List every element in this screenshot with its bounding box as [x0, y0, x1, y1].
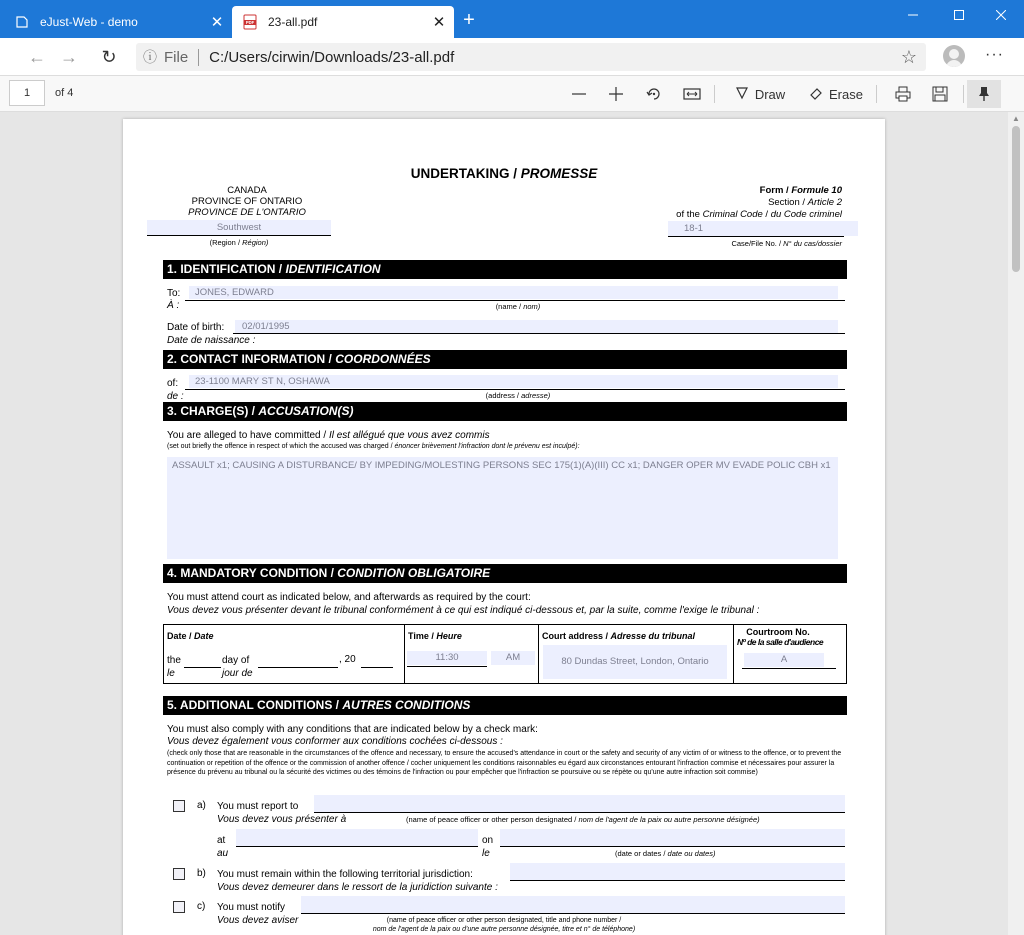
condition-c-text-fr: Vous devez aviser — [217, 915, 299, 926]
setout-hint-fr: énoncer brièvement l'infraction dont le prévenu est inculpé): — [394, 443, 580, 450]
dob-label-en: Date of birth: — [167, 322, 225, 333]
month-field[interactable] — [258, 667, 338, 668]
time-header-en: Time / — [408, 631, 434, 641]
form-title — [123, 166, 885, 181]
condition-c-letter: c) — [197, 901, 206, 912]
case-number-line — [668, 236, 844, 237]
name-line — [185, 300, 845, 301]
section-charges-header — [163, 402, 847, 421]
vertical-scrollbar[interactable] — [1008, 112, 1024, 935]
on-label-en: on — [482, 835, 494, 846]
info-icon[interactable]: ⓘ — [143, 49, 157, 65]
attend-text — [167, 591, 759, 617]
dates-hint-en: (date or dates / — [615, 849, 666, 858]
more-menu-button[interactable]: ··· — [985, 46, 1004, 63]
form-title-fr: PROMESSE — [520, 166, 598, 181]
back-button[interactable] — [24, 45, 50, 69]
condition-b-text — [217, 868, 498, 894]
form-number-block — [676, 185, 842, 221]
report-to-hint — [406, 815, 760, 824]
erase-label: Erase — [829, 86, 863, 102]
report-to-hint-en: (name of peace officer or other person designated / — [406, 815, 577, 824]
dob-line — [233, 333, 845, 334]
arrow-right-icon: → — [60, 46, 78, 67]
of-label-en: of: — [167, 378, 179, 389]
the-label-fr: le — [167, 668, 175, 679]
year-prefix: , 20 — [339, 654, 356, 665]
toolbar-divider — [714, 85, 715, 103]
alleged-text-en: You are alleged to have committed / — [167, 430, 327, 441]
section-label-fr: Article 2 — [807, 197, 842, 208]
region-caption-en: (Region / — [209, 238, 241, 247]
attend-text-fr: Vous devez vous présenter devant le tribunal conformément à ce qui est indiqué ci-dessous et, par la suite, comme l'exige le tribunal : — [167, 605, 760, 616]
draw-pen-icon — [735, 86, 749, 103]
section-1-title-fr: IDENTIFICATION — [285, 262, 381, 276]
edge-page-icon — [14, 14, 30, 30]
condition-c-text-en: You must notify — [217, 902, 286, 913]
court-header-en: Court address / — [542, 631, 609, 641]
report-dates-hint — [615, 849, 716, 858]
report-to-hint-fr: nom de l'agent de la paix ou autre personne désignée) — [578, 815, 760, 824]
courtroom-header-fr: Nº de la salle d'audience — [737, 637, 824, 647]
form-title-en: UNDERTAKING / — [410, 166, 517, 181]
code-label-of: of the — [676, 209, 700, 220]
court-address-field[interactable]: 80 Dundas Street, London, Ontario — [543, 645, 727, 679]
court-address-header — [542, 631, 695, 641]
section-5-title: 5. ADDITIONAL CONDITIONS / — [167, 698, 340, 712]
alleged-text — [167, 430, 490, 441]
pin-toolbar-button[interactable] — [967, 80, 1001, 108]
comply-text — [167, 724, 538, 748]
page-number-input[interactable]: 1 — [9, 80, 45, 106]
eraser-icon — [809, 86, 823, 103]
name-caption-en: (name / — [495, 302, 522, 311]
pdf-viewer[interactable] — [0, 112, 1008, 935]
zoom-in-button[interactable] — [605, 82, 627, 106]
toolbar-divider — [963, 85, 964, 103]
to-label-fr: À : — [167, 300, 180, 311]
attend-text-en: You must attend court as indicated below, and afterwards as required by the court: — [167, 592, 531, 603]
new-tab-button[interactable]: + — [463, 9, 475, 31]
section-2-title: 2. CONTACT INFORMATION / — [167, 352, 332, 366]
address-bar — [0, 38, 1024, 76]
address-caption-fr: adresse) — [521, 391, 551, 400]
report-dates-field[interactable] — [500, 829, 845, 846]
pdf-file-icon — [242, 14, 258, 30]
condition-a-text-en: You must report to — [217, 801, 299, 812]
section-identification-header — [163, 260, 847, 279]
condition-b-text-en: You must remain within the following territorial jurisdiction: — [217, 869, 473, 880]
dob-field[interactable]: 02/01/1995 — [235, 320, 838, 333]
date-column — [164, 625, 405, 683]
case-caption-fr: N° du cas/dossier — [783, 239, 842, 248]
url-text[interactable]: C:/Users/cirwin/Downloads/23-all.pdf — [209, 48, 455, 66]
erase-button[interactable] — [808, 82, 864, 106]
address-caption-en: (address / — [485, 391, 520, 400]
minus-icon — [572, 87, 586, 101]
minimize-button[interactable] — [890, 0, 936, 30]
to-label-en: To: — [167, 288, 181, 299]
tab-title: eJust-Web - demo — [40, 15, 138, 29]
time-header — [408, 631, 462, 641]
court-address-column — [539, 625, 734, 683]
condition-b-text-fr: Vous devez demeurer dans le ressort de la juridiction suivante : — [217, 882, 498, 893]
province-label-fr: PROVINCE DE L'ONTARIO — [188, 207, 306, 218]
courtroom-column — [734, 625, 846, 683]
province-label: PROVINCE OF ONTARIO — [191, 196, 303, 207]
date-header-fr: Date — [194, 631, 214, 641]
at-label-fr: au — [217, 848, 229, 859]
charges-textarea[interactable]: ASSAULT x1; CAUSING A DISTURBANCE/ BY IMPEDING/MOLESTING PERSONS SEC 175(1)(A)(III) CC x1; DANGER OPER MV EVADE POLIC CBH x1 — [167, 457, 838, 559]
page-count: of 4 — [55, 87, 74, 99]
browser-titlebar — [0, 0, 1024, 38]
case-number-field[interactable]: 18-1 — [668, 221, 858, 236]
code-label-sep: / — [762, 209, 771, 220]
address-caption — [123, 391, 913, 400]
draw-label: Draw — [754, 86, 786, 102]
notify-hint-fr: nom de l'agent de la paix ou d'une autre personne désignée, titre et n° de téléphone) — [372, 926, 636, 933]
draw-button[interactable] — [730, 82, 790, 106]
maximize-button[interactable] — [936, 0, 982, 30]
at-label-en: at — [217, 835, 226, 846]
case-number-caption — [731, 239, 842, 248]
report-to-line — [314, 812, 845, 813]
region-line — [147, 235, 331, 236]
maximize-icon — [954, 10, 964, 20]
name-caption-fr: nom) — [523, 302, 541, 311]
region-caption — [147, 238, 331, 247]
courtroom-header — [737, 627, 823, 647]
report-dates-line — [500, 846, 845, 847]
jurisdiction-field[interactable] — [510, 863, 845, 880]
code-label-fr: du Code criminel — [770, 209, 842, 220]
section-4-title-fr: CONDITION OBLIGATOIRE — [337, 566, 491, 580]
comply-text-en: You must also comply with any conditions that are indicated below by a check mark: — [167, 724, 538, 735]
jurisdiction-line — [510, 880, 845, 881]
court-header-fr: Adresse du tribunal — [610, 631, 696, 641]
tab-title: 23-all.pdf — [268, 15, 318, 29]
print-icon — [895, 86, 911, 102]
country-label: CANADA — [227, 185, 267, 196]
section-4-title: 4. MANDATORY CONDITION / — [167, 566, 334, 580]
date-header-en: Date / — [167, 631, 192, 641]
form-label-fr: Formule 10 — [791, 185, 842, 196]
favorite-star-icon[interactable]: ☆ — [900, 46, 918, 67]
address-line — [185, 389, 845, 390]
print-button[interactable] — [892, 82, 914, 106]
on-label-fr: le — [482, 848, 490, 859]
name-caption — [123, 302, 913, 311]
at-label — [217, 834, 228, 860]
courtroom-header-en: Courtroom No. — [746, 627, 810, 637]
comply-text-fr: Vous devez également vous conformer aux conditions cochées ci-dessous : — [167, 736, 503, 747]
fit-page-button[interactable] — [681, 82, 703, 106]
region-caption-fr: Région) — [242, 238, 269, 247]
jurisdiction-block — [157, 185, 337, 218]
the-label-en: the — [167, 655, 181, 666]
url-scheme: File — [164, 49, 199, 66]
report-at-field[interactable] — [236, 829, 478, 846]
reload-icon: ↻ — [101, 46, 117, 67]
rotate-button[interactable] — [643, 82, 665, 106]
notify-hint — [123, 916, 885, 934]
arrow-left-icon: ← — [28, 46, 46, 67]
rotate-icon — [646, 86, 662, 102]
setout-hint — [167, 443, 580, 450]
dob-label-fr: Date de naissance : — [167, 335, 256, 346]
case-caption-en: Case/File No. / — [731, 239, 782, 248]
notify-hint-en: (name of peace officer or other person designated, title and phone number / — [386, 917, 622, 924]
of-label-fr: de : — [167, 391, 184, 402]
courtroom-line — [742, 668, 836, 669]
forward-button[interactable] — [56, 45, 82, 69]
close-icon — [996, 10, 1006, 20]
court-date-table — [163, 624, 847, 684]
save-icon — [932, 86, 948, 102]
tab-ejust-web[interactable] — [0, 6, 232, 38]
checkonly-hint: (check only those that are reasonable in the circumstances of the offence and necessary, to ensure the accused's attendance in court or the safety and security of any victim of or witness to the offence, or to prevent the continuation or repetition of the offence or the commission of another offence / cocher uniquement les conditions raisonnables eu égard aux circonstances entourant l'infraction commise et nécessaires pour assurer la présence du prévenu au tribunal ou la sécurité des victimes ou des témoins de l'infraction ou pour empêcher que l'infraction se poursuive ou se répète ou qu'une autre infraction soit commise) — [167, 750, 842, 776]
alleged-text-fr: Il est allégué que vous avez commis — [328, 430, 490, 441]
reload-button[interactable] — [96, 45, 122, 69]
time-line — [407, 666, 487, 667]
close-window-button[interactable] — [978, 0, 1024, 30]
zoom-out-button[interactable] — [568, 82, 590, 106]
dayof-label-en: day of — [222, 655, 250, 666]
ampm-field[interactable]: AM — [491, 651, 535, 665]
section-1-title: 1. IDENTIFICATION / — [167, 262, 283, 276]
condition-a-letter: a) — [197, 800, 206, 811]
condition-a-text-fr: Vous devez vous présenter à — [217, 814, 347, 825]
notify-field[interactable] — [301, 896, 845, 913]
time-column — [405, 625, 539, 683]
setout-hint-en: (set out briefly the offence in respect of which the accused was charged / — [167, 443, 393, 450]
code-label-en: Criminal Code — [702, 209, 763, 220]
section-contact-header — [163, 350, 847, 369]
section-label-en: Section / — [768, 197, 806, 208]
time-header-fr: Heure — [436, 631, 462, 641]
section-3-title-fr: ACCUSATION(S) — [258, 404, 354, 418]
condition-b-checkbox[interactable] — [173, 868, 185, 880]
notify-line — [301, 913, 845, 914]
section-3-title: 3. CHARGE(S) / — [167, 404, 256, 418]
save-button[interactable] — [929, 82, 951, 106]
condition-a-checkbox[interactable] — [173, 800, 185, 812]
tab-pdf[interactable] — [232, 6, 454, 38]
tab-close-button[interactable]: ✕ — [432, 14, 446, 31]
toolbar-divider — [876, 85, 877, 103]
day-field[interactable] — [184, 667, 221, 668]
svg-text:PDF: PDF — [245, 20, 255, 26]
section-2-title-fr: COORDONNÉES — [335, 352, 431, 366]
condition-b-letter: b) — [197, 868, 206, 879]
courtroom-field[interactable]: A — [744, 653, 824, 667]
report-at-line — [236, 846, 478, 847]
url-input[interactable] — [136, 43, 926, 71]
on-label — [482, 834, 493, 860]
date-header — [167, 631, 214, 641]
dayof-label-fr: jour de — [222, 668, 253, 679]
condition-c-checkbox[interactable] — [173, 901, 185, 913]
plus-icon — [609, 87, 623, 101]
form-label-en: Form / — [759, 185, 789, 196]
region-field[interactable]: Southwest — [147, 220, 331, 235]
pdf-toolbar — [0, 76, 1024, 112]
scrollbar-thumb[interactable] — [1012, 126, 1020, 272]
fit-to-width-icon — [683, 87, 701, 101]
minimize-icon — [908, 10, 918, 20]
time-field[interactable]: 11:30 — [407, 651, 487, 665]
the-label — [167, 654, 181, 680]
profile-avatar[interactable] — [943, 45, 965, 67]
pdf-page — [123, 119, 885, 935]
name-field[interactable]: JONES, EDWARD — [189, 286, 838, 299]
year-field[interactable] — [361, 667, 393, 668]
scroll-up-arrow-icon[interactable]: ▲ — [1012, 114, 1020, 123]
dayof-label — [222, 654, 253, 680]
tab-close-button[interactable]: ✕ — [210, 14, 224, 31]
report-to-field[interactable] — [314, 795, 845, 812]
section-additional-header — [163, 696, 847, 715]
pin-icon — [977, 86, 991, 102]
dates-hint-fr: date ou dates) — [667, 849, 716, 858]
section-5-title-fr: AUTRES CONDITIONS — [342, 698, 471, 712]
address-field[interactable]: 23-1100 MARY ST N, OSHAWA — [189, 375, 838, 388]
section-mandatory-header — [163, 564, 847, 583]
